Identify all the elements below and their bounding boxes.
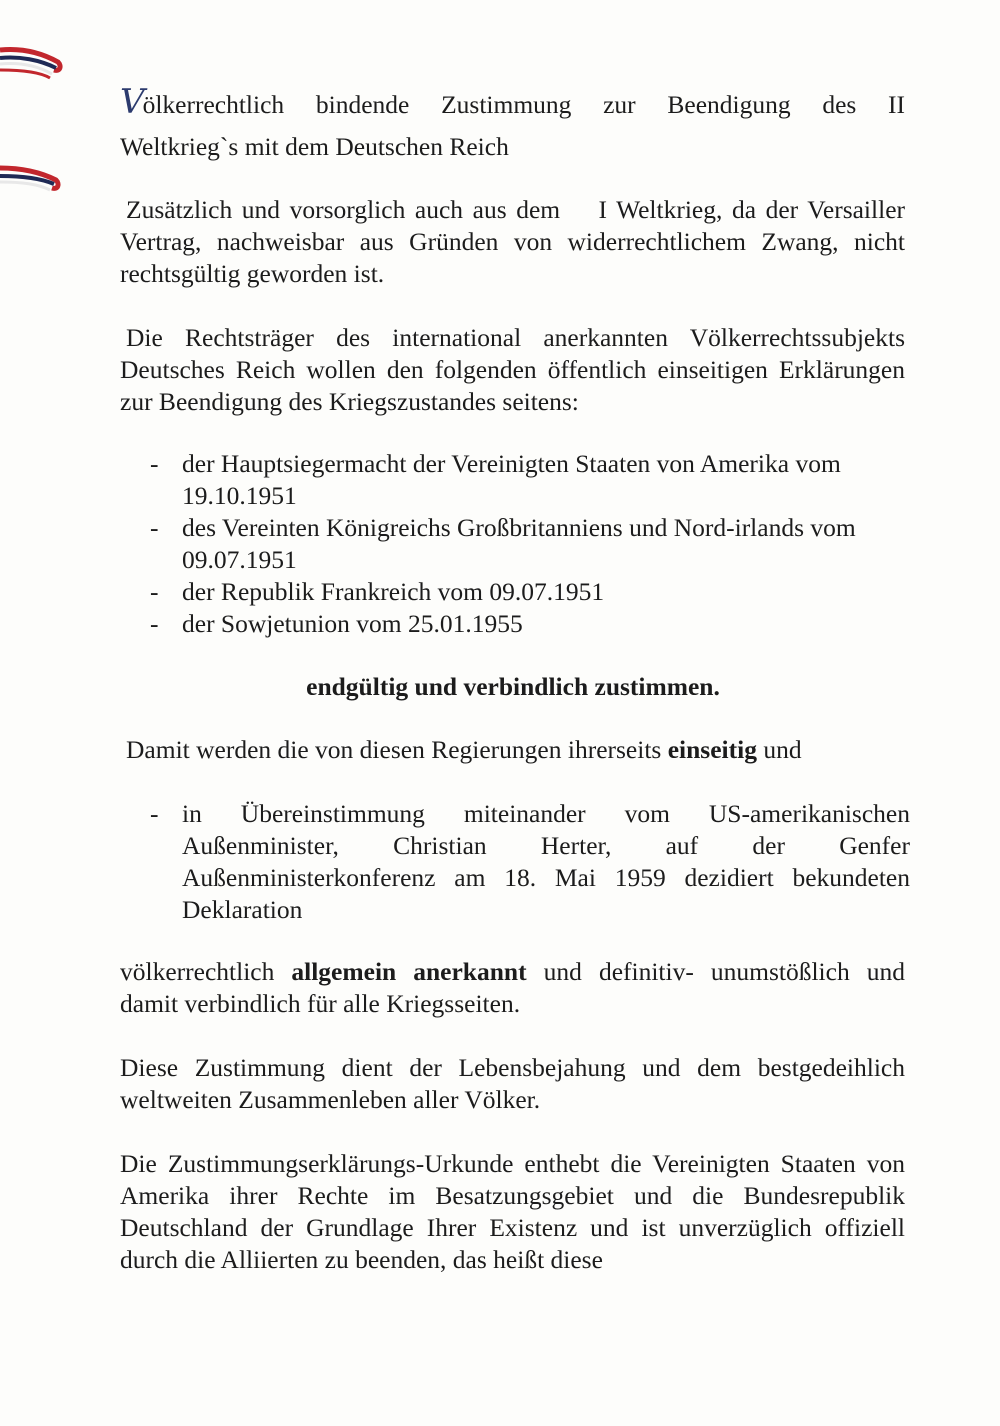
list-item bbox=[150, 448, 910, 512]
paragraph-text: völkerrechtlich bbox=[120, 957, 292, 986]
list-dash: - bbox=[150, 449, 159, 478]
decorative-initial: V bbox=[120, 82, 145, 122]
paragraph-urkunde: Die Zustimmungserklärungs-Urkunde enthebt die Vereinigten Staaten von Amerika ihrer Rechte im Besatzungsgebiet und die Bundesrepublik Deutschland der Grundlage Ihrer Existenz und ist unverzüglich offiziell durch die Alliierten zu beenden, das heißt diese bbox=[120, 1149, 905, 1274]
list-item-text: der Sowjetunion vom 25.01.1955 bbox=[182, 609, 523, 638]
title-word: zur bbox=[603, 90, 636, 119]
paragraph-lebensbejahung: Diese Zustimmung dient der Lebensbejahung und dem bestgedeihlich weltweiten Zusammenleben aller Völker. bbox=[120, 1053, 905, 1114]
list-item bbox=[150, 798, 910, 926]
title-word: Zustimmung bbox=[441, 90, 572, 119]
title-word: des bbox=[822, 90, 857, 119]
emphasis-text: einseitig bbox=[667, 735, 757, 764]
bold-statement: endgültig und verbindlich zustimmen. bbox=[306, 672, 720, 701]
list-item-text: der Hauptsiegermacht der Vereinigten Staaten von Amerika vom 19.10.1951 bbox=[182, 449, 841, 510]
list-item-text: in Übereinstimmung miteinander vom US-amerikanischen Außenminister, Christian Herter, auf der Genfer Außenministerkonferenz am 18. Mai 1959 dezidiert bekundeten Deklaration bbox=[182, 799, 910, 924]
paragraph-text: und definitiv- unumstößlich und damit verbindlich für alle Kriegsseiten. bbox=[120, 957, 905, 1018]
list-dash: - bbox=[150, 799, 159, 828]
title-word: ölkerrechtlich bbox=[142, 90, 285, 119]
list-dash: - bbox=[150, 577, 159, 606]
list-dash: - bbox=[150, 609, 159, 638]
herter-list bbox=[150, 798, 910, 926]
title-word: bindende bbox=[315, 90, 410, 119]
paragraph-versailles: Zusätzlich und vorsorglich auch aus dem I Weltkrieg, da der Versailler Vertrag, nachweisbar aus Gründen von widerrechtlichem Zwang, nicht rechtsgültig geworden ist. bbox=[120, 195, 912, 288]
list-item bbox=[150, 576, 910, 608]
document-title bbox=[120, 82, 905, 163]
paragraph-text: Damit werden die von diesen Regierungen ihrerseits bbox=[126, 735, 668, 764]
paragraph-text: und bbox=[756, 735, 802, 764]
list-item-text: des Vereinten Königreichs Großbritanniens und Nord-irlands vom 09.07.1951 bbox=[182, 513, 856, 574]
paragraph-rechtstraeger: Die Rechtsträger des international anerkannten Völkerrechtssubjekts Deutsches Reich wollen den folgenden öffentlich einseitigen Erklärungen zur Beendigung des Kriegszustandes seitens: bbox=[120, 323, 905, 416]
list-item bbox=[150, 512, 910, 576]
title-line-2: Weltkrieg`s mit dem Deutschen Reich bbox=[120, 132, 509, 161]
list-item bbox=[150, 608, 910, 640]
paragraph-damit bbox=[120, 734, 905, 766]
title-word: II bbox=[888, 90, 905, 119]
title-first-word bbox=[120, 82, 285, 122]
paragraph-voelkerrechtlich bbox=[120, 956, 905, 1020]
binding-cord-top bbox=[0, 40, 70, 90]
list-dash: - bbox=[150, 513, 159, 542]
emphasis-text: allgemein anerkannt bbox=[291, 957, 527, 986]
binding-cord-bottom bbox=[0, 160, 70, 200]
declarations-list bbox=[150, 448, 910, 640]
list-item-text: der Republik Frankreich vom 09.07.1951 bbox=[182, 577, 605, 606]
title-word: Beendigung bbox=[667, 90, 791, 119]
